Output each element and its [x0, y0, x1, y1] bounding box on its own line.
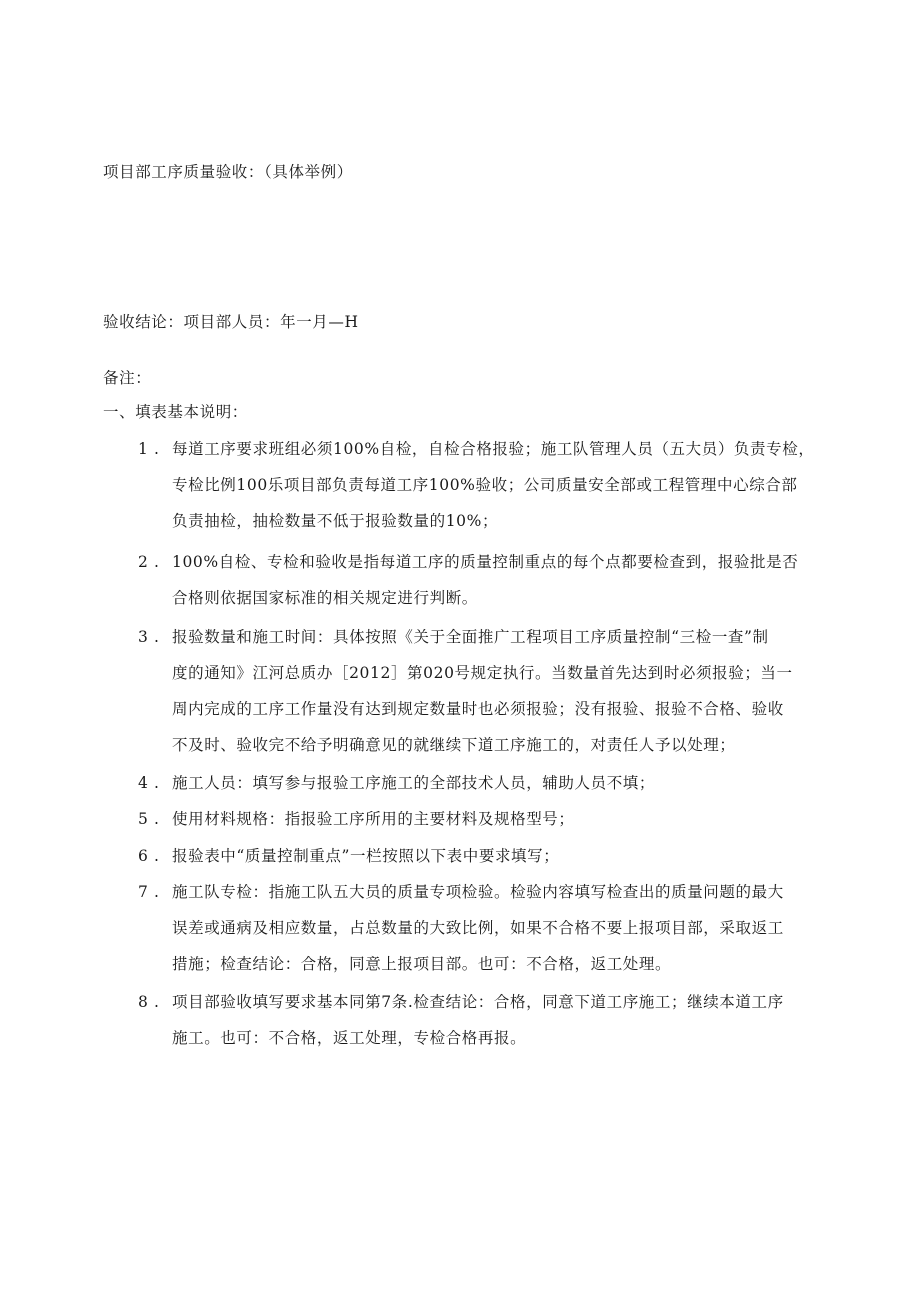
list-item-number: 7 .	[138, 883, 160, 901]
list-item-line: 施工人员：填写参与报验工序施工的全部技术人员，辅助人员不填；	[172, 774, 656, 792]
list-item-text	[172, 431, 832, 539]
list-item-line: 项目部验收填写要求基本同第7条.检查结论：合格，同意下道工序施工；继续本道工序	[172, 993, 784, 1011]
list-item-line: 施工队专检：指施工队五大员的质量专项检验。检验内容填写检查出的质量问题的最大	[172, 883, 784, 901]
list-item-text	[172, 765, 832, 801]
list-item-line: 报验数量和施工时间：具体按照《关于全面推广工程项目工序质量控制“三检一查”制	[172, 628, 769, 646]
list-item-number: 5 .	[138, 810, 160, 828]
list-item-text	[172, 838, 832, 874]
list-item-number: 6 .	[138, 847, 160, 865]
list-item-line: 每道工序要求班组必须100%自检，自检合格报验；施工队管理人员（五大员）负责专检，	[172, 440, 815, 458]
list-item-text	[172, 801, 832, 837]
list-item-line: 误差或通病及相应数量，占总数量的大致比例，如果不合格不要上报项目部，采取返工	[172, 919, 784, 937]
list-item-line: 不及时、验收完不给予明确意见的就继续下道工序施工的，对责任人予以处理；	[172, 736, 736, 754]
list-item-line: 报验表中“质量控制重点”一栏按照以下表中要求填写；	[172, 847, 560, 865]
list-item-number: 3 .	[138, 628, 160, 646]
list-item-text	[172, 619, 832, 763]
list-item-number: 2 .	[138, 553, 160, 571]
list-item-line: 负责抽检，抽检数量不低于报验数量的10%；	[172, 512, 499, 530]
list-item-number: 1 .	[138, 440, 160, 458]
list-item-number: 4 .	[138, 774, 160, 792]
list-item-line: 合格则依据国家标准的相关规定进行判断。	[172, 589, 478, 607]
remarks-label: 备注：	[103, 369, 152, 387]
section-title: 一、填表基本说明：	[103, 403, 248, 421]
list-item-line: 使用材料规格：指报验工序所用的主要材料及规格型号；	[172, 810, 575, 828]
list-item-line: 度的通知》江河总质办［2012］第020号规定执行。当数量首先达到时必须报验；当一	[172, 664, 793, 682]
list-item-line: 措施；检查结论：合格，同意上报项目部。也可：不合格，返工处理。	[172, 955, 672, 973]
list-item-text	[172, 874, 832, 982]
acceptance-conclusion-line: 验收结论：项目部人员：年一月—H	[103, 313, 359, 331]
list-item-line: 100%自检、专检和验收是指每道工序的质量控制重点的每个点都要检查到，报验批是否	[172, 553, 799, 571]
list-item-line: 周内完成的工序工作量没有达到规定数量时也必须报验；没有报验、报验不合格、验收	[172, 700, 784, 718]
list-item-number: 8 .	[138, 993, 160, 1011]
page-heading: 项目部工序质量验收：（具体举例）	[103, 163, 353, 181]
list-item-text	[172, 984, 832, 1056]
list-item-line: 施工。也可：不合格，返工处理，专检合格再报。	[172, 1029, 527, 1047]
list-item-text	[172, 544, 832, 616]
list-item-line: 专检比例100乐项目部负责每道工序100%验收；公司质量安全部或工程管理中心综合部	[172, 476, 798, 494]
